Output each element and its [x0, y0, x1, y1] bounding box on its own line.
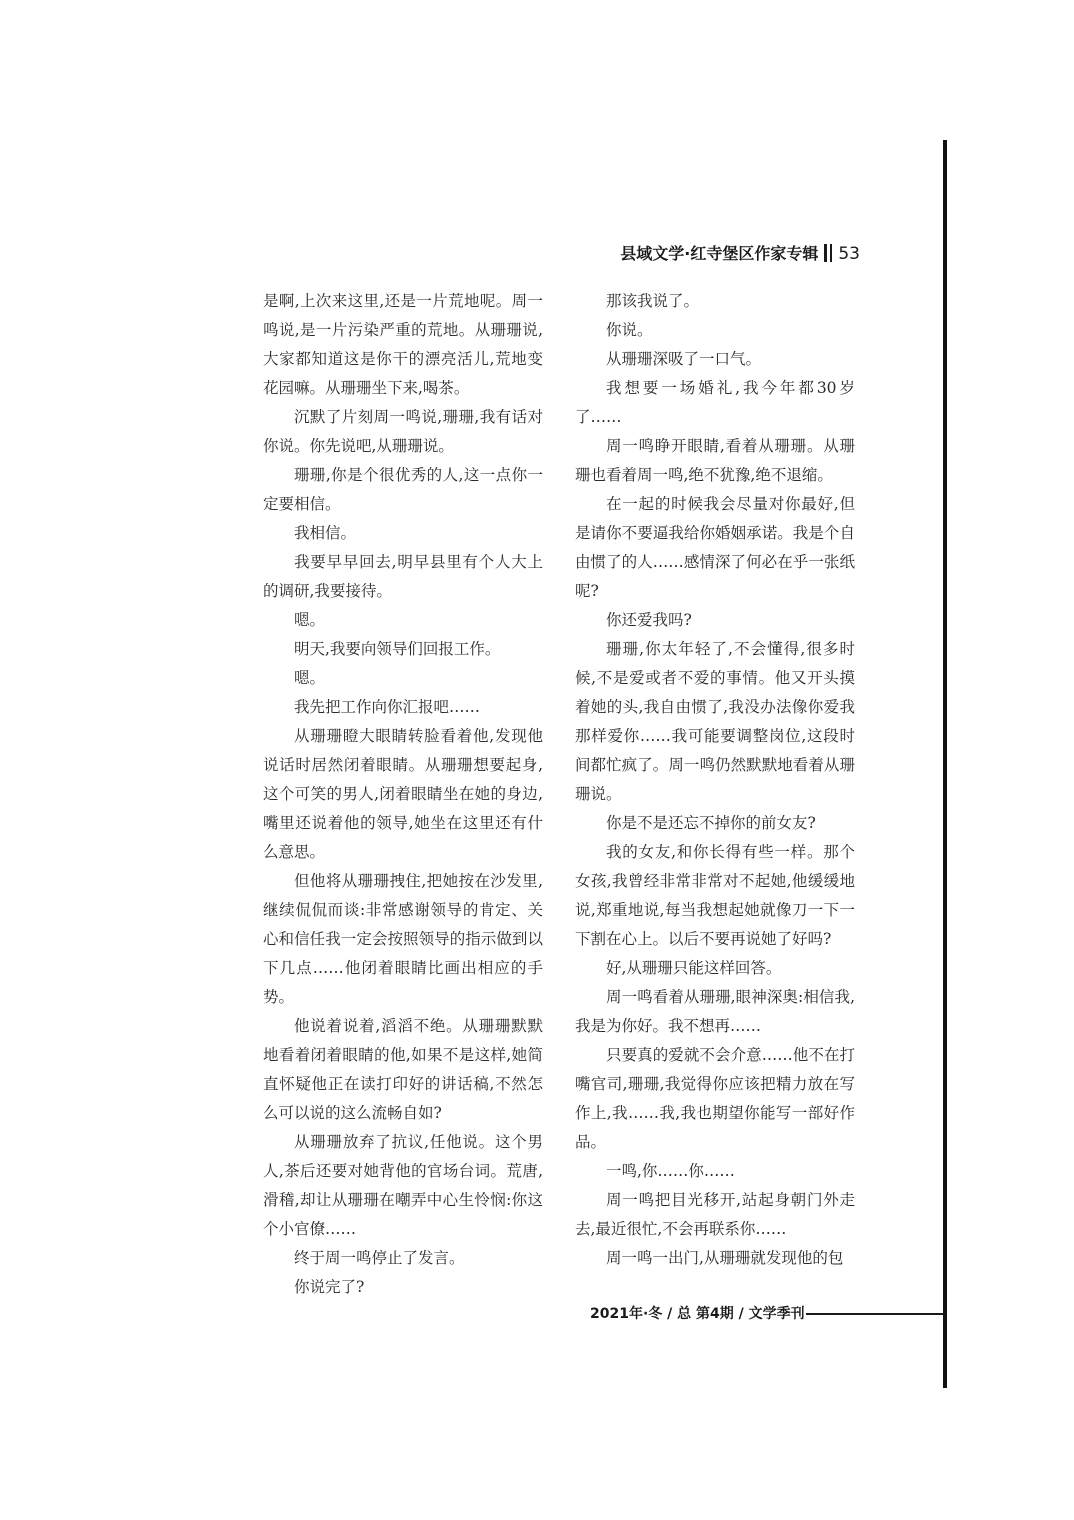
left-column [263, 287, 543, 1302]
paragraph: 你还爱我吗? [606, 611, 692, 629]
header-separator-thin [830, 244, 832, 262]
paragraph: 我要早早回去,明早县里有个人大上的调研,我要接待。 [263, 553, 543, 600]
paragraph: 但他将从珊珊拽住,把她按在沙发里,继续侃侃而谈:非常感谢领导的肯定、关心和信任我一定会按照领导的指示做到以下几点……他闭着眼睛比画出相应的手势。 [263, 872, 543, 1006]
paragraph: 嗯。 [294, 611, 326, 629]
paragraph: 沉默了片刻周一鸣说,珊珊,我有话对你说。你先说吧,从珊珊说。 [263, 408, 543, 455]
paragraph: 好,从珊珊只能这样回答。 [606, 959, 782, 977]
paragraph: 我相信。 [294, 524, 357, 542]
paragraph: 在一起的时候我会尽量对你最好,但是请你不要逼我给你婚姻承诺。我是个自由惯了的人……感情深了何必在乎一张纸呢? [575, 495, 855, 600]
paragraph: 从珊珊瞪大眼睛转脸看着他,发现他说话时居然闭着眼睛。从珊珊想要起身,这个可笑的男人,闭着眼睛坐在她的身边,嘴里还说着他的领导,她坐在这里还有什么意思。 [263, 727, 543, 861]
header-separator [824, 244, 827, 262]
paragraph: 珊珊,你太年轻了,不会懂得,很多时候,不是爱或者不爱的事情。他又开头摸着她的头,我自由惯了,我没办法像你爱我那样爱你……我可能要调整岗位,这段时间都忙疯了。周一鸣仍然默默地看着从珊珊说。 [575, 640, 855, 803]
header-title: 县域文学·红寺堡区作家专辑 [620, 244, 819, 263]
paragraph: 终于周一鸣停止了发言。 [294, 1249, 465, 1267]
running-footer: 2021年·冬 / 总 第4期 / 文学季刊 [590, 1306, 805, 1322]
running-header [560, 241, 860, 264]
paragraph: 明天,我要向领导们回报工作。 [294, 640, 501, 658]
paragraph: 你说完了? [294, 1278, 365, 1296]
paragraph: 从珊珊放弃了抗议,任他说。这个男人,茶后还要对她背他的官场台词。荒唐,滑稽,却让从珊珊在嘲弄中心生怜悯:你这个小官僚…… [263, 1133, 543, 1238]
footer-rule [806, 1313, 945, 1315]
paragraph: 你是不是还忘不掉你的前女友? [606, 814, 816, 832]
paragraph: 珊珊,你是个很优秀的人,这一点你一定要相信。 [263, 466, 543, 513]
paragraph: 周一鸣看着从珊珊,眼神深奥:相信我,我是为你好。我不想再…… [575, 988, 855, 1035]
right-column [575, 287, 855, 1273]
page-number: 53 [838, 244, 860, 264]
paragraph: 从珊珊深吸了一口气。 [606, 350, 762, 368]
paragraph: 嗯。 [294, 669, 326, 687]
paragraph: 我的女友,和你长得有些一样。那个女孩,我曾经非常非常对不起她,他缓缓地说,郑重地说,每当我想起她就像刀一下一下割在心上。以后不要再说她了好吗? [575, 843, 855, 948]
paragraph: 周一鸣把目光移开,站起身朝门外走去,最近很忙,不会再联系你…… [575, 1191, 855, 1238]
paragraph: 一鸣,你……你…… [606, 1162, 735, 1180]
paragraph: 只要真的爱就不会介意……他不在打嘴官司,珊珊,我觉得你应该把精力放在写作上,我……我,我也期望你能写一部好作品。 [575, 1046, 855, 1151]
paragraph: 那该我说了。 [606, 292, 700, 310]
paragraph: 他说着说着,滔滔不绝。从珊珊默默地看着闭着眼睛的他,如果不是这样,她简直怀疑他正在读打印好的讲话稿,不然怎么可以说的这么流畅自如? [263, 1017, 543, 1122]
paragraph: 我想要一场婚礼,我今年都30岁了…… [575, 379, 855, 426]
paragraph: 我先把工作向你汇报吧…… [294, 698, 481, 716]
paragraph: 周一鸣一出门,从珊珊就发现他的包 [606, 1249, 844, 1267]
right-margin-rule [943, 140, 947, 1388]
paragraph: 周一鸣睁开眼睛,看着从珊珊。从珊珊也看着周一鸣,绝不犹豫,绝不退缩。 [575, 437, 855, 484]
paragraph: 你说。 [606, 321, 653, 339]
paragraph: 是啊,上次来这里,还是一片荒地呢。周一鸣说,是一片污染严重的荒地。从珊珊说,大家都知道这是你干的漂亮活儿,荒地变花园嘛。从珊珊坐下来,喝茶。 [263, 292, 543, 397]
